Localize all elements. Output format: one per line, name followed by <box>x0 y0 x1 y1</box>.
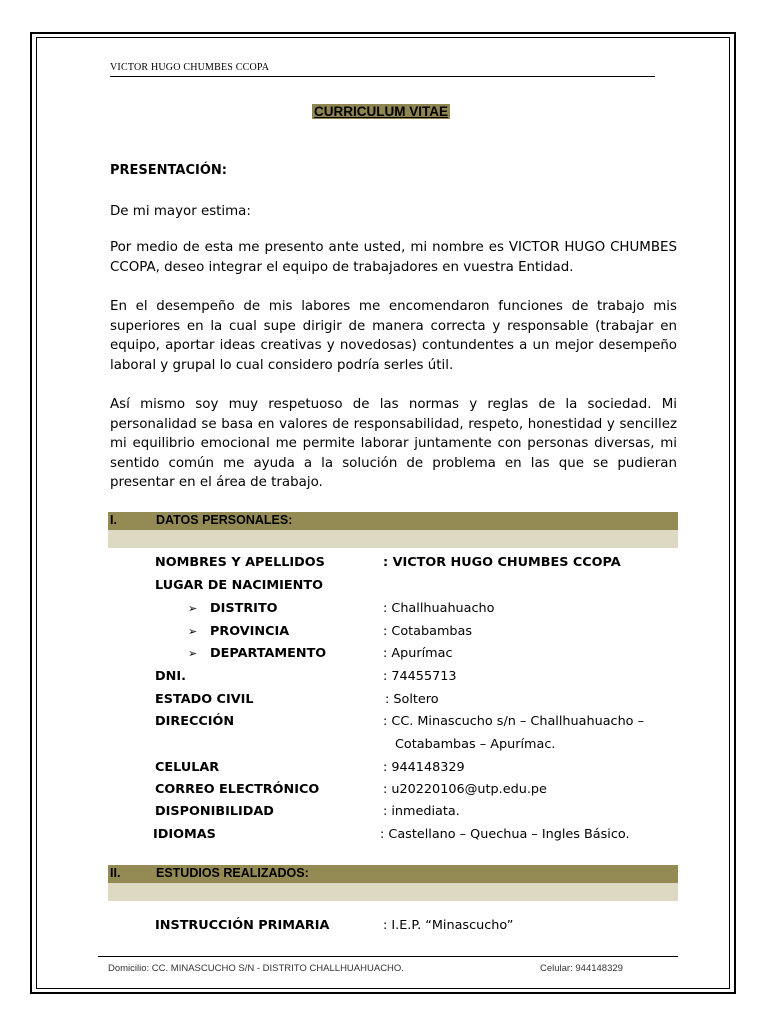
estado-civil-value: : Soltero <box>385 692 439 707</box>
idiomas-label: IDIOMAS <box>153 827 216 842</box>
disponibilidad-value: : inmediata. <box>383 804 460 819</box>
section-title: ESTUDIOS REALIZADOS: <box>156 866 309 880</box>
presentation-paragraph-2: En el desempeño de mis labores me encomendaron funciones de trabajo mis superiores en la cual supe dirigir de manera correcta y responsable (trabajar en equipo, aportar ideas creativas y novedosas) contundentes a un mejor desempeño laboral y grupal lo cual considero podría serles útil. <box>110 299 677 373</box>
idiomas-value: : Castellano – Quechua – Ingles Básico. <box>380 827 630 842</box>
section-number: II. <box>110 866 121 880</box>
celular-label: CELULAR <box>155 760 220 775</box>
dni-label: DNI. <box>155 669 186 684</box>
provincia-value: : Cotabambas <box>383 624 473 639</box>
presentation-paragraph-1: Por medio de esta me presento ante usted, mi nombre es VICTOR HUGO CHUMBES CCOPA, deseo integrar el equipo de trabajadores en vuestra Entidad. <box>110 240 677 275</box>
estado-civil-label: ESTADO CIVIL <box>155 692 254 707</box>
direccion-value-line1: : CC. Minascucho s/n – Challhuahuacho – <box>383 714 644 729</box>
greeting-text: De mi mayor estima: <box>110 204 251 219</box>
arrow-bullet-icon: ➢ <box>188 647 198 660</box>
section-studies-header <box>108 865 678 883</box>
lugar-nacimiento-label: LUGAR DE NACIMIENTO <box>155 578 323 593</box>
document-title: CURRICULUM VITAE <box>314 104 448 119</box>
section-number: I. <box>110 513 117 527</box>
departamento-label: DEPARTAMENTO <box>210 646 327 661</box>
section-personal-data-header <box>108 512 678 530</box>
dni-value: : 74455713 <box>383 669 457 684</box>
nombres-value: : VICTOR HUGO CHUMBES CCOPA <box>383 555 621 570</box>
direccion-value-line2: Cotabambas – Apurímac. <box>395 737 556 752</box>
presentation-heading: PRESENTACIÓN: <box>110 163 227 178</box>
footer-address: Domicilio: CC. MINASCUCHO S/N - DISTRITO CHALLHUAHUACHO. <box>108 963 404 974</box>
presentation-paragraph-3: Así mismo soy muy respetuoso de las normas y reglas de la sociedad. Mi personalidad se basa en valores de responsabilidad, respeto, honestidad y sencillez mi equilibrio emocional me permite laborar juntamente con personas diversas, mi sentido común me ayuda a la solución de problema en las que se pudieran presentar en el área de trabajo. <box>110 397 677 490</box>
primaria-label: INSTRUCCIÓN PRIMARIA <box>155 918 330 933</box>
direccion-label: DIRECCIÓN <box>155 714 235 729</box>
correo-label: CORREO ELECTRÓNICO <box>155 782 320 797</box>
section-title: DATOS PERSONALES: <box>156 513 293 527</box>
primaria-value: : I.E.P. “Minascucho” <box>383 918 514 933</box>
header-divider <box>110 76 655 77</box>
page-header-name: VICTOR HUGO CHUMBES CCOPA <box>110 62 270 73</box>
section-spacer-band <box>108 883 678 901</box>
distrito-label: DISTRITO <box>210 601 278 616</box>
disponibilidad-label: DISPONIBILIDAD <box>155 804 274 819</box>
departamento-value: : Apurímac <box>383 646 453 661</box>
nombres-label: NOMBRES Y APELLIDOS <box>155 555 325 570</box>
celular-value: : 944148329 <box>383 760 465 775</box>
provincia-label: PROVINCIA <box>210 624 290 639</box>
footer-divider <box>98 956 678 957</box>
arrow-bullet-icon: ➢ <box>188 625 198 638</box>
correo-value: : u20220106@utp.edu.pe <box>383 782 547 797</box>
arrow-bullet-icon: ➢ <box>188 602 198 615</box>
section-spacer-band <box>108 530 678 548</box>
distrito-value: : Challhuahuacho <box>383 601 495 616</box>
footer-phone: Celular: 944148329 <box>540 963 623 974</box>
